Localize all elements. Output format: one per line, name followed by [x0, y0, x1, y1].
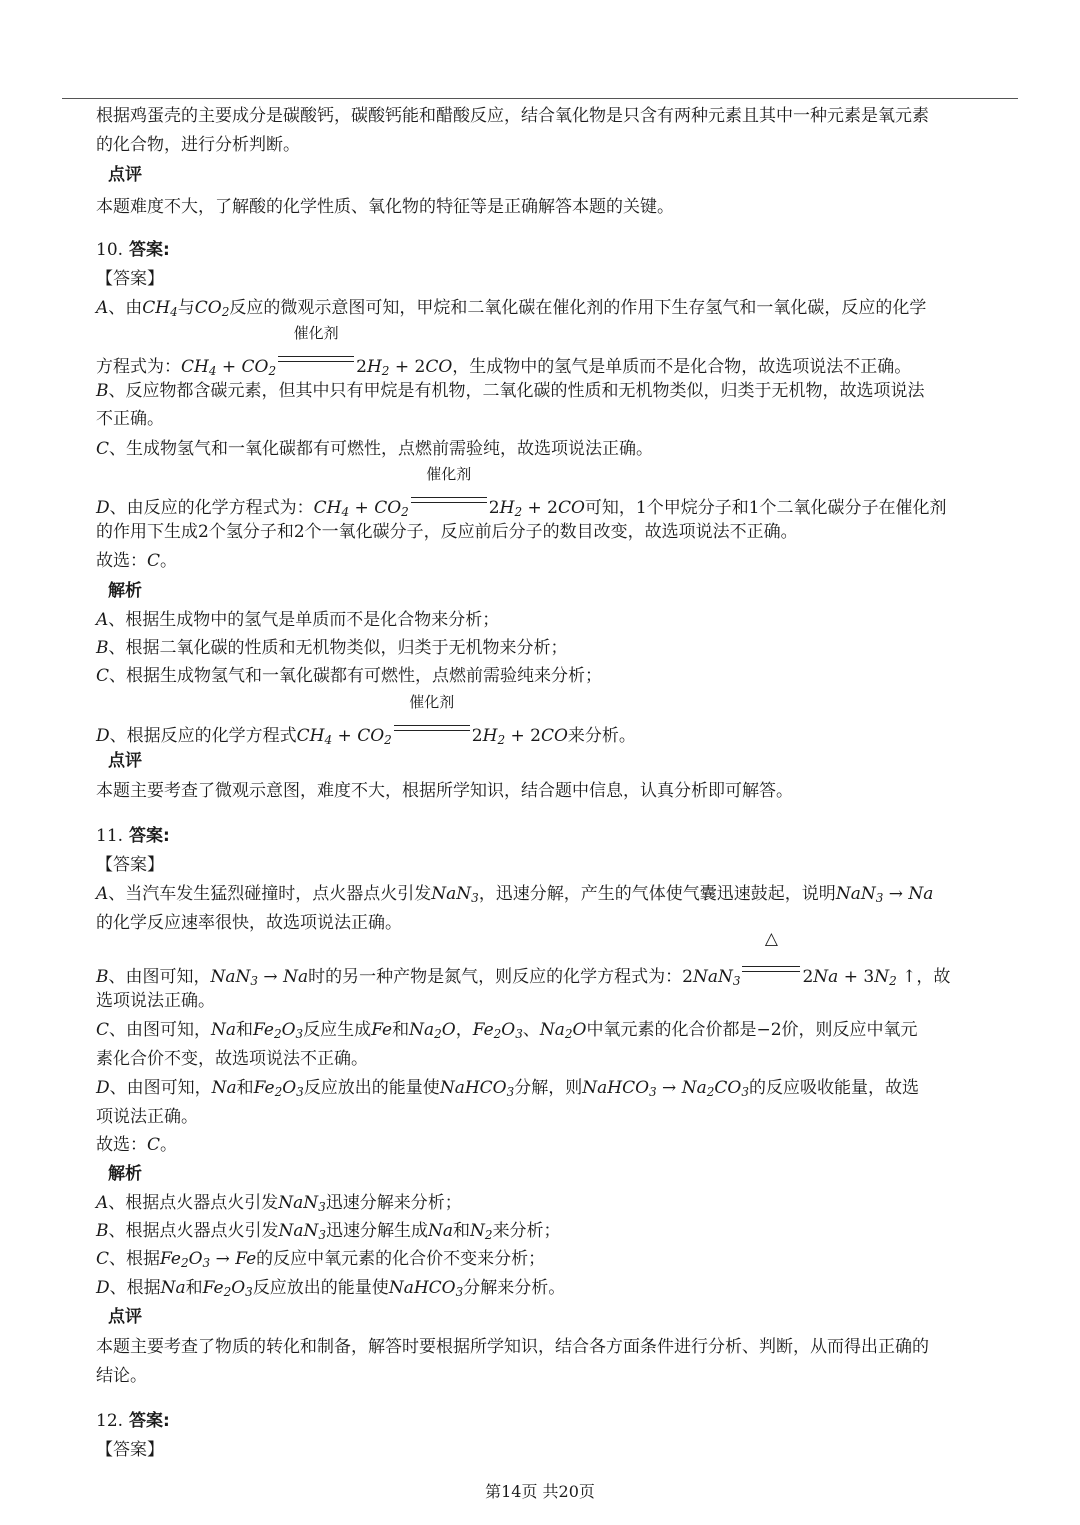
sec9-analysis-line1: 根据鸡蛋壳的主要成分是碳酸钙，碳酸钙能和醋酸反应，结合氧化物是只含有两种元素且其中一种元素是氧元素	[96, 106, 929, 126]
sec10-option-d-line2: 的作用下生成2个氢分子和2个一氧化碳分子，反应前后分子的数目改变，故选项说法不正确。	[96, 522, 798, 542]
header-rule	[62, 98, 1018, 99]
sec11-analysis-c: C、根据$Fe_2O_3 \to Fe$的反应中氧元素的化合价不变来分析；	[96, 1249, 546, 1270]
sec10-choice: 故选：C。	[96, 551, 178, 571]
sec11-option-c-line1: C、由图可知，Na和$Fe_2O_3$反应生成Fe和$Na_2O$，$Fe_2O_3$、$Na_2O$中氧元素的化合价都是−2价，则反应中氧元	[96, 1020, 918, 1041]
sec11-option-b-line1: B、由图可知，NaN$_3$ → Na时的另一种产物是氮气，则反应的化学方程式为：2NaN$_3$ △ $2Na + 3N_2$ ↑，故	[96, 929, 951, 988]
heat-equals-sign: △	[742, 962, 800, 982]
catalyst-equals-sign: 催化剂	[411, 493, 487, 513]
sec11-option-a-line2: 的化学反应速率很快，故选项说法正确。	[96, 913, 402, 933]
sec10-option-a-line2: 方程式为：$CH_4 + CO_2$ 催化剂 $2H_2 + 2CO$，生成物中的氢气是单质而不是化合物，故选项说法不正确。	[96, 324, 912, 378]
sec10-answer-tag: 【答案】	[96, 269, 164, 289]
sec9-comment-heading: 点评	[108, 165, 142, 185]
sec11-analysis-a: A、根据点火器点火引发NaN$_3$迅速分解来分析；	[96, 1193, 462, 1214]
sec11-heading: 11. 答案:	[96, 826, 170, 846]
catalyst-equals-sign: 催化剂	[394, 721, 470, 741]
sec11-analysis-heading: 解析	[108, 1164, 142, 1184]
sec11-option-b-line2: 选项说法正确。	[96, 991, 215, 1011]
sec10-analysis-a: A、根据生成物中的氢气是单质而不是化合物来分析；	[96, 610, 500, 630]
page-footer: 第14页 共20页	[485, 1482, 595, 1501]
sec11-choice: 故选：C。	[96, 1135, 178, 1155]
sec10-analysis-heading: 解析	[108, 581, 142, 601]
sec10-analysis-c: C、根据生成物氢气和一氧化碳都有可燃性，点燃前需验纯来分析；	[96, 666, 603, 686]
sec11-option-d-line1: D、由图可知，Na和$Fe_2O_3$反应放出的能量使NaHCO$_3$分解，则NaHCO$_3$ → $Na_2CO_3$的反应吸收能量，故选	[96, 1078, 919, 1099]
sec12-heading: 12. 答案:	[96, 1411, 170, 1431]
catalyst-equals-sign: 催化剂	[278, 352, 354, 372]
sec10-comment-heading: 点评	[108, 751, 142, 771]
sec11-analysis-b: B、根据点火器点火引发NaN$_3$迅速分解生成Na和$N_2$来分析；	[96, 1221, 561, 1242]
sec11-comment-heading: 点评	[108, 1307, 142, 1327]
sec9-comment-line1: 本题难度不大，了解酸的化学性质、氧化物的特征等是正确解答本题的关键。	[96, 197, 674, 217]
sec10-option-b-line2: 不正确。	[96, 409, 164, 429]
sec11-comment-line2: 结论。	[96, 1366, 147, 1386]
sec11-option-a-line1: A、当汽车发生猛烈碰撞时，点火器点火引发NaN$_3$，迅速分解，产生的气体使气囊迅速鼓起，说明NaN$_3$ → Na	[96, 884, 934, 905]
sec12-answer-tag: 【答案】	[96, 1440, 164, 1460]
sec11-comment-line1: 本题主要考查了物质的转化和制备，解答时要根据所学知识，结合各方面条件进行分析、判断，从而得出正确的	[96, 1337, 929, 1357]
sec10-heading: 10. 答案:	[96, 240, 170, 260]
sec10-analysis-d: D、根据反应的化学方程式$CH_4 + CO_2$ 催化剂 $2H_2 + 2CO$来分析。	[96, 693, 636, 747]
sec11-option-d-line2: 项说法正确。	[96, 1107, 198, 1127]
sec10-comment-line1: 本题主要考查了微观示意图，难度不大，根据所学知识，结合题中信息，认真分析即可解答。	[96, 781, 793, 801]
sec9-analysis-line2: 的化合物，进行分析判断。	[96, 135, 300, 155]
sec10-analysis-b: B、根据二氧化碳的性质和无机物类似，归类于无机物来分析；	[96, 638, 568, 658]
sec11-analysis-d: D、根据Na和$Fe_2O_3$反应放出的能量使NaHCO$_3$分解来分析。	[96, 1278, 566, 1299]
sec11-answer-tag: 【答案】	[96, 855, 164, 875]
sec10-option-d-line1: D、由反应的化学方程式为：$CH_4 + CO_2$ 催化剂 $2H_2 + 2CO$可知，1个甲烷分子和1个二氧化碳分子在催化剂	[96, 465, 947, 519]
sec10-option-c: C、生成物氢气和一氧化碳都有可燃性，点燃前需验纯，故选项说法正确。	[96, 439, 654, 459]
sec11-option-c-line2: 素化合价不变，故选项说法不正确。	[96, 1049, 368, 1069]
sec10-option-b-line1: B、反应物都含碳元素，但其中只有甲烷是有机物，二氧化碳的性质和无机物类似，归类于无机物，故选项说法	[96, 381, 925, 401]
sec10-option-a-line1: A、由$CH_4$与$CO_2$反应的微观示意图可知，甲烷和二氧化碳在催化剂的作用下生存氢气和一氧化碳，反应的化学	[96, 298, 927, 319]
